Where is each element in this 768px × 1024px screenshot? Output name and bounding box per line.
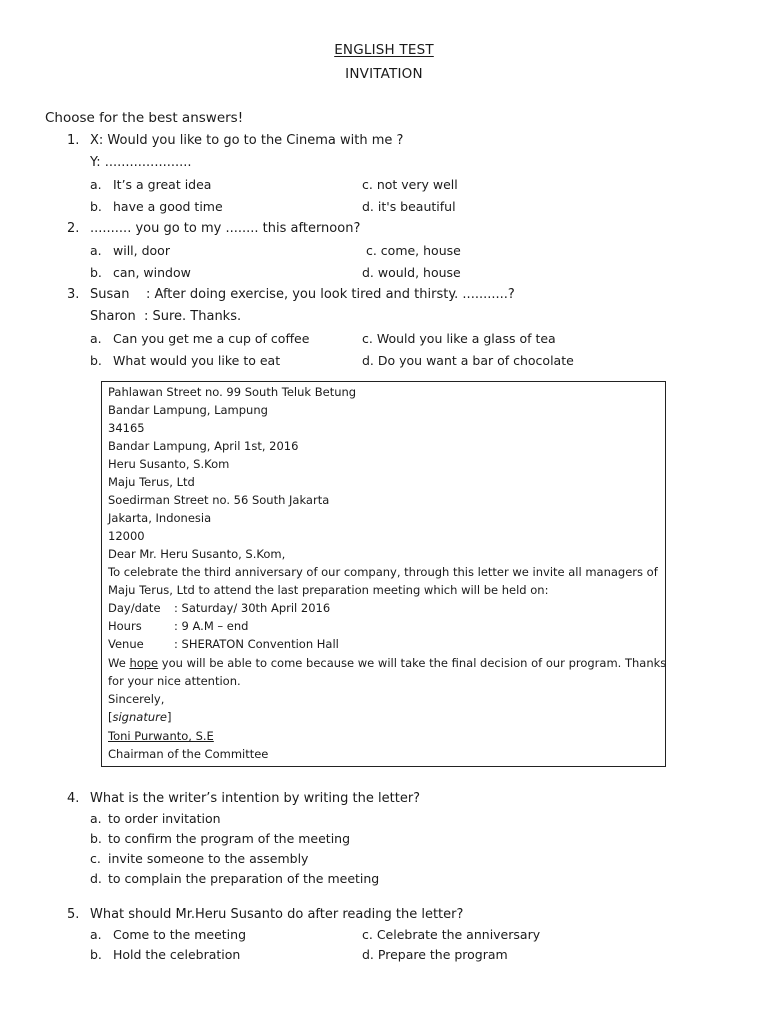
test-title: ENGLISH TEST bbox=[334, 42, 434, 58]
closing-paragraph: We hope you will be able to come because we will take the final decision of our program. Thanks bbox=[108, 656, 667, 670]
option-letter: d. bbox=[90, 871, 102, 886]
detail-value: : 9 A.M – end bbox=[174, 619, 249, 633]
question-text: .......... you go to my ........ this afternoon? bbox=[90, 221, 361, 236]
letter-date: Bandar Lampung, April 1st, 2016 bbox=[108, 439, 299, 453]
recipient-company: Maju Terus, Ltd bbox=[108, 475, 195, 489]
option-b: can, window bbox=[113, 265, 191, 280]
question-text: What should Mr.Heru Susanto do after reading the letter? bbox=[90, 907, 464, 922]
question-text: Y: ..................... bbox=[90, 155, 192, 170]
option-a: to order invitation bbox=[108, 811, 221, 826]
question-text: What is the writer’s intention by writing the letter? bbox=[90, 791, 421, 806]
option-b: to confirm the program of the meeting bbox=[108, 831, 351, 846]
detail-label: Day/date bbox=[108, 601, 161, 615]
question-text: Susan : After doing exercise, you look tired and thirsty. ...........? bbox=[90, 287, 515, 302]
recipient-city: Jakarta, Indonesia bbox=[108, 511, 212, 525]
signer-title: Chairman of the Committee bbox=[108, 747, 269, 761]
option-b: Hold the celebration bbox=[113, 947, 241, 962]
option-letter: a. bbox=[90, 243, 102, 258]
signer-name: Toni Purwanto, S.E bbox=[108, 729, 214, 743]
option-c: c. Would you like a glass of tea bbox=[362, 331, 556, 346]
option-b: have a good time bbox=[113, 199, 223, 214]
sender-city: Bandar Lampung, Lampung bbox=[108, 403, 268, 417]
question-number: 4. bbox=[67, 791, 80, 806]
detail-value: : SHERATON Convention Hall bbox=[174, 637, 339, 651]
sincerely: Sincerely, bbox=[108, 692, 165, 706]
detail-hours bbox=[108, 619, 248, 633]
question-number: 2. bbox=[67, 221, 80, 236]
invitation-letter-box bbox=[101, 381, 666, 767]
closing-paragraph: for your nice attention. bbox=[108, 674, 241, 688]
question-number: 5. bbox=[67, 907, 80, 922]
option-letter: b. bbox=[90, 947, 102, 962]
question-text: X: Would you like to go to the Cinema with me ? bbox=[90, 133, 404, 148]
option-letter: a. bbox=[90, 177, 102, 192]
sender-postcode: 34165 bbox=[108, 421, 145, 435]
recipient-name: Heru Susanto, S.Kom bbox=[108, 457, 230, 471]
recipient-postcode: 12000 bbox=[108, 529, 145, 543]
question-number: 1. bbox=[67, 133, 80, 148]
option-c: c. not very well bbox=[362, 177, 458, 192]
option-c: c. Celebrate the anniversary bbox=[362, 927, 541, 942]
detail-day-date bbox=[108, 601, 330, 615]
question-text: Sharon : Sure. Thanks. bbox=[90, 309, 242, 324]
option-d: d. Prepare the program bbox=[362, 947, 508, 962]
option-a: will, door bbox=[113, 243, 170, 258]
letter-body: Maju Terus, Ltd to attend the last preparation meeting which will be held on: bbox=[108, 583, 549, 597]
detail-label: Venue bbox=[108, 637, 144, 651]
question-number: 3. bbox=[67, 287, 80, 302]
option-d: d. Do you want a bar of chocolate bbox=[362, 353, 574, 368]
option-d: d. would, house bbox=[362, 265, 461, 280]
option-letter: b. bbox=[90, 265, 102, 280]
option-d: to complain the preparation of the meeting bbox=[108, 871, 380, 886]
instruction-text: Choose for the best answers! bbox=[45, 110, 244, 126]
letter-body: To celebrate the third anniversary of our company, through this letter we invite all managers of bbox=[108, 565, 658, 579]
detail-label: Hours bbox=[108, 619, 142, 633]
option-letter: c. bbox=[90, 851, 101, 866]
option-letter: a. bbox=[90, 811, 102, 826]
detail-venue bbox=[108, 637, 339, 651]
option-b: What would you like to eat bbox=[113, 353, 281, 368]
option-letter: b. bbox=[90, 831, 102, 846]
option-a: Come to the meeting bbox=[113, 927, 247, 942]
option-a: It’s a great idea bbox=[113, 177, 212, 192]
test-subtitle: INVITATION bbox=[345, 66, 423, 82]
hope-word: hope bbox=[129, 656, 159, 670]
recipient-address: Soedirman Street no. 56 South Jakarta bbox=[108, 493, 330, 507]
signature-placeholder: [signature] bbox=[108, 710, 172, 724]
option-d: d. it's beautiful bbox=[362, 199, 456, 214]
option-letter: a. bbox=[90, 331, 102, 346]
option-a: Can you get me a cup of coffee bbox=[113, 331, 310, 346]
option-letter: b. bbox=[90, 353, 102, 368]
option-c: c. come, house bbox=[362, 243, 461, 258]
sender-address: Pahlawan Street no. 99 South Teluk Betung bbox=[108, 385, 357, 399]
option-letter: a. bbox=[90, 927, 102, 942]
option-letter: b. bbox=[90, 199, 102, 214]
option-c: invite someone to the assembly bbox=[108, 851, 309, 866]
salutation: Dear Mr. Heru Susanto, S.Kom, bbox=[108, 547, 286, 561]
detail-value: : Saturday/ 30th April 2016 bbox=[174, 601, 331, 615]
